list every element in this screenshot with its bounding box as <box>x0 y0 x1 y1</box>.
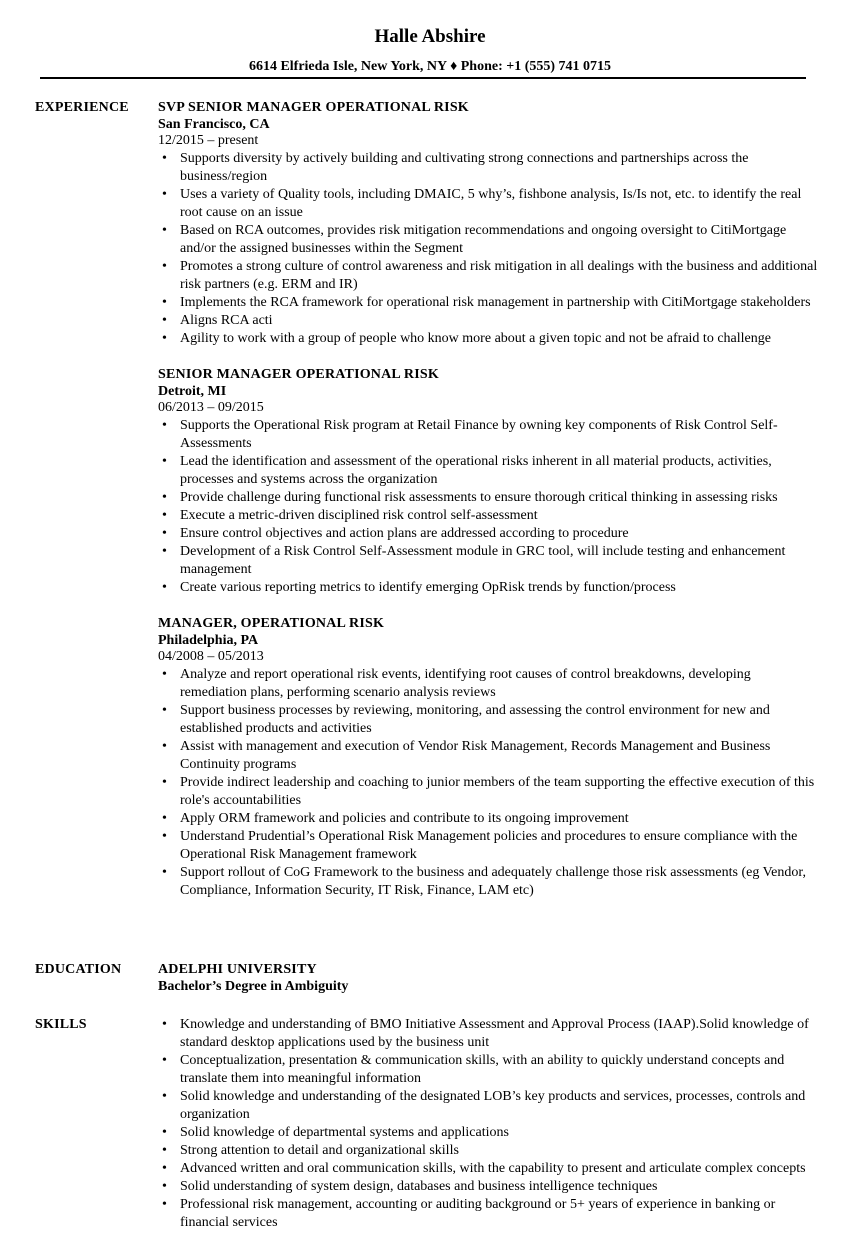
job-title: SVP SENIOR MANAGER OPERATIONAL RISK <box>158 100 469 115</box>
skill-item: • Knowledge and understanding of BMO Initiative Assessment and Approval Process (IAAP).Solid knowledge of standard desktop applications used by the business unit <box>158 1016 818 1052</box>
job-dates: 12/2015 – present <box>158 133 259 148</box>
job-entry <box>158 615 818 900</box>
bullet-item: • Execute a metric-driven disciplined risk control self-assessment <box>158 507 818 525</box>
skill-item: • Professional risk management, accounting or auditing background or 5+ years of experience in banking or financial services <box>158 1196 818 1232</box>
bullet-item: • Lead the identification and assessment of the operational risks inherent in all material products, activities, processes and systems across the organization <box>158 453 818 489</box>
job-dates: 04/2008 – 05/2013 <box>158 649 264 664</box>
job-bullets <box>158 417 818 597</box>
job-title: SENIOR MANAGER OPERATIONAL RISK <box>158 367 439 382</box>
contact-line: 6614 Elfrieda Isle, New York, NY ♦ Phone: +1 (555) 741 0715 <box>248 59 612 74</box>
header-divider <box>40 77 806 79</box>
bullet-item: • Support rollout of CoG Framework to the business and adequately challenge those risk assessments (eg Vendor, Compliance, Information Security, IT Risk, Finance, LAM etc) <box>158 864 818 900</box>
candidate-name: Halle Abshire <box>374 26 486 47</box>
education-entry <box>158 961 818 995</box>
bullet-item: • Supports diversity by actively building and cultivating strong connections and partnerships across the business/region <box>158 150 818 186</box>
bullet-item: • Support business processes by reviewing, monitoring, and assessing the control environment for new and established products and activities <box>158 702 818 738</box>
degree-name: Bachelor’s Degree in Ambiguity <box>158 979 349 994</box>
bullet-item: • Provide challenge during functional risk assessments to ensure thorough critical thinking in assessing risks <box>158 489 818 507</box>
skill-item: • Solid understanding of system design, databases and business intelligence techniques <box>158 1178 818 1196</box>
job-bullets <box>158 666 818 900</box>
job-entry <box>158 99 818 348</box>
section-label-education: EDUCATION <box>35 962 122 977</box>
job-dates: 06/2013 – 09/2015 <box>158 400 264 415</box>
section-label-skills: SKILLS <box>35 1017 87 1032</box>
bullet-item: • Agility to work with a group of people who know more about a given topic and not be afraid to challenge <box>158 330 818 348</box>
school-name: ADELPHI UNIVERSITY <box>158 962 317 977</box>
bullet-item: • Supports the Operational Risk program at Retail Finance by owning key components of Risk Control Self-Assessments <box>158 417 818 453</box>
bullet-item: • Assist with management and execution of Vendor Risk Management, Records Management and Business Continuity programs <box>158 738 818 774</box>
bullet-item: • Based on RCA outcomes, provides risk mitigation recommendations and ongoing oversight to CitiMortgage and/or the assigned businesses within the Segment <box>158 222 818 258</box>
skill-item: • Solid knowledge and understanding of the designated LOB’s key products and services, processes, controls and organization <box>158 1088 818 1124</box>
skills-bullets <box>158 1016 818 1232</box>
skill-item: • Solid knowledge of departmental systems and applications <box>158 1124 818 1142</box>
resume-header <box>0 0 860 76</box>
bullet-item: • Uses a variety of Quality tools, including DMAIC, 5 why’s, fishbone analysis, Is/Is not, etc. to identify the real root cause on an issue <box>158 186 818 222</box>
job-title: MANAGER, OPERATIONAL RISK <box>158 616 385 631</box>
job-bullets <box>158 150 818 348</box>
bullet-item: • Ensure control objectives and action plans are addressed according to procedure <box>158 525 818 543</box>
bullet-item: • Implements the RCA framework for operational risk management in partnership with CitiMortgage stakeholders <box>158 294 818 312</box>
bullet-item: • Create various reporting metrics to identify emerging OpRisk trends by function/process <box>158 579 818 597</box>
bullet-item: • Analyze and report operational risk events, identifying root causes of control breakdowns, developing remediation plans, performing scenario analysis reviews <box>158 666 818 702</box>
job-location: Detroit, MI <box>158 384 227 399</box>
bullet-item: • Development of a Risk Control Self-Assessment module in GRC tool, will include testing and enhancement management <box>158 543 818 579</box>
job-location: Philadelphia, PA <box>158 633 259 648</box>
bullet-item: • Understand Prudential’s Operational Risk Management policies and procedures to ensure compliance with the Operational Risk Management framework <box>158 828 818 864</box>
skills-list <box>158 1016 818 1232</box>
bullet-item: • Provide indirect leadership and coaching to junior members of the team supporting the effective execution of this role's accountabilities <box>158 774 818 810</box>
bullet-item: • Aligns RCA acti <box>158 312 818 330</box>
bullet-item: • Promotes a strong culture of control awareness and risk mitigation in all dealings with the business and additional risk partners (e.g. ERM and IR) <box>158 258 818 294</box>
job-entry <box>158 366 818 597</box>
experience-list <box>158 99 818 918</box>
job-location: San Francisco, CA <box>158 117 270 132</box>
skill-item: • Conceptualization, presentation & communication skills, with an ability to quickly understand concepts and translate them into meaningful information <box>158 1052 818 1088</box>
skill-item: • Strong attention to detail and organizational skills <box>158 1142 818 1160</box>
bullet-item: • Apply ORM framework and policies and contribute to its ongoing improvement <box>158 810 818 828</box>
section-label-experience: EXPERIENCE <box>35 100 129 115</box>
skill-item: • Advanced written and oral communication skills, with the capability to present and articulate complex concepts <box>158 1160 818 1178</box>
